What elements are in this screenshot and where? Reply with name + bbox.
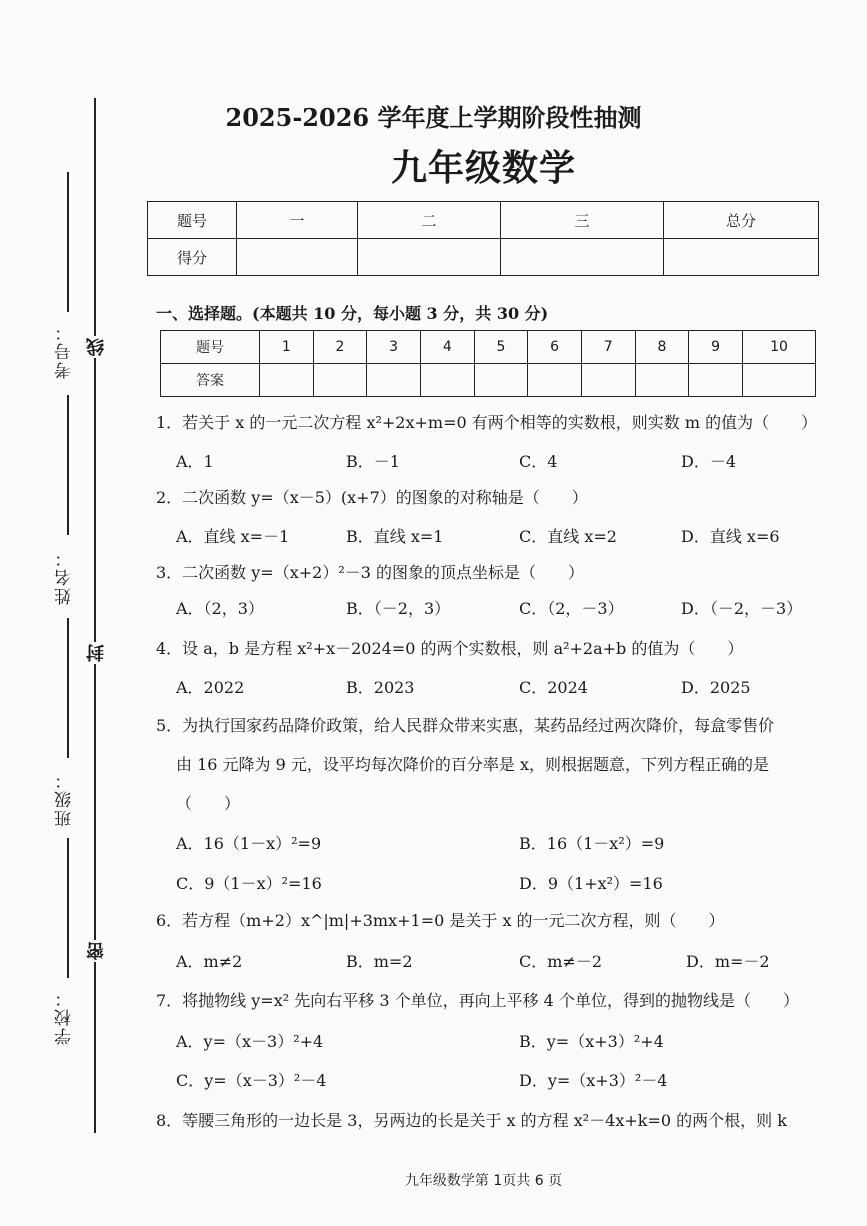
question-number-cell: 5 [474, 331, 528, 364]
question-number-cell: 6 [528, 331, 582, 364]
score-header-cell: 一 [237, 202, 358, 239]
name-fill-line [67, 395, 69, 535]
answer-table-number-row [161, 331, 816, 364]
exam-title: 2025-2026 学年度上学期阶段性抽测 [225, 103, 642, 132]
class-label: 班级： [55, 770, 75, 827]
school-label: 学校： [55, 988, 75, 1045]
answer-cell[interactable] [474, 364, 528, 397]
answer-cell[interactable] [260, 364, 314, 397]
question-3-stem: 3．二次函数 y=（x+2）²－3 的图象的顶点坐标是（ ） [156, 563, 585, 582]
question-7-option-b: B．y=（x+3）²+4 [519, 1032, 664, 1051]
question-7-option-d: D．y=（x+3）²－4 [519, 1071, 668, 1090]
question-7-option-a: A．y=（x－3）²+4 [176, 1032, 324, 1051]
score-table-header-row [148, 202, 819, 239]
answer-row-label: 答案 [161, 364, 260, 397]
exam-number-label: 考号： [55, 322, 75, 379]
question-number-cell: 4 [420, 331, 474, 364]
score-cell[interactable] [237, 239, 358, 276]
question-number-cell: 3 [367, 331, 421, 364]
score-header-cell: 三 [501, 202, 664, 239]
answer-cell[interactable] [420, 364, 474, 397]
question-2-option-d: D．直线 x=6 [681, 527, 780, 546]
score-cell[interactable] [501, 239, 664, 276]
answer-cell[interactable] [313, 364, 367, 397]
score-cell[interactable] [664, 239, 819, 276]
answer-cell[interactable] [743, 364, 816, 397]
question-4-option-d: D．2025 [681, 678, 751, 697]
question-number-cell: 9 [689, 331, 743, 364]
answer-cell[interactable] [635, 364, 689, 397]
binding-line [94, 98, 96, 1133]
question-number-cell: 2 [313, 331, 367, 364]
answer-table-answer-row [161, 364, 816, 397]
question-6-option-b: B．m=2 [346, 952, 413, 971]
question-5-option-d: D．9（1+x²）=16 [519, 874, 663, 893]
question-2-option-a: A．直线 x=－1 [176, 527, 290, 546]
question-3-option-d: D．（－2，－3） [681, 599, 803, 618]
seal-line-mark: 线 [84, 336, 110, 358]
question-1-stem: 1．若关于 x 的一元二次方程 x²+2x+m=0 有两个相等的实数根，则实数 m 的值为（ ） [156, 413, 818, 432]
question-6-option-a: A．m≠2 [176, 952, 243, 971]
score-header-cell: 题号 [148, 202, 237, 239]
question-number-cell: 10 [743, 331, 816, 364]
question-5-option-b: B．16（1－x²）=9 [519, 834, 665, 853]
answer-cell[interactable] [581, 364, 635, 397]
exam-number-fill-line [67, 172, 69, 312]
answer-table [160, 330, 816, 397]
score-row-label: 得分 [148, 239, 237, 276]
question-1-option-d: D．－4 [681, 452, 737, 471]
score-header-cell: 二 [358, 202, 501, 239]
school-fill-line [67, 838, 69, 978]
answer-cell[interactable] [689, 364, 743, 397]
answer-row-label: 题号 [161, 331, 260, 364]
question-1-option-b: B．－1 [346, 452, 400, 471]
question-5-stem-line2: 由 16 元降为 9 元，设平均每次降价的百分率是 x，则根据题意，下列方程正确的是 [176, 755, 769, 774]
answer-cell[interactable] [367, 364, 421, 397]
subject-title: 九年级数学 [390, 147, 576, 189]
question-number-cell: 7 [581, 331, 635, 364]
answer-cell[interactable] [528, 364, 582, 397]
question-6-option-c: C．m≠－2 [519, 952, 603, 971]
question-4-option-a: A．2022 [176, 678, 245, 697]
score-header-cell: 总分 [664, 202, 819, 239]
question-4-stem: 4．设 a，b 是方程 x²+x－2024=0 的两个实数根，则 a²+2a+b 的值为（ ） [156, 639, 744, 658]
question-7-option-c: C．y=（x－3）²－4 [176, 1071, 327, 1090]
question-3-option-c: C．（2，－3） [519, 599, 624, 618]
question-4-option-b: B．2023 [346, 678, 415, 697]
seal-seal-mark: 封 [84, 642, 110, 664]
question-1-option-c: C．4 [519, 452, 558, 471]
name-label: 姓名： [55, 548, 75, 605]
section-heading: 一、选择题。(本题共 10 分，每小题 3 分，共 30 分) [156, 304, 549, 323]
question-5-stem-line1: 5．为执行国家药品降价政策，给人民群众带来实惠，某药品经过两次降价，每盒零售价 [156, 716, 775, 735]
question-2-option-b: B．直线 x=1 [346, 527, 444, 546]
question-1-option-a: A．1 [176, 452, 214, 471]
question-8-stem: 8．等腰三角形的一边长是 3，另两边的长是关于 x 的方程 x²－4x+k=0 的两个根，则 k [156, 1111, 787, 1130]
page-footer: 九年级数学第 1页共 6 页 [404, 1173, 563, 1189]
question-3-option-b: B．（－2，3） [346, 599, 451, 618]
question-5-option-c: C．9（1－x）²=16 [176, 874, 322, 893]
score-table [147, 201, 819, 276]
seal-secret-mark: 密 [84, 940, 110, 962]
question-7-stem: 7．将抛物线 y=x² 先向右平移 3 个单位，再向上平移 4 个单位，得到的抛物线是（ ） [156, 991, 799, 1010]
question-4-option-c: C．2024 [519, 678, 588, 697]
class-fill-line [67, 618, 69, 758]
question-6-option-d: D．m=－2 [686, 952, 770, 971]
question-3-option-a: A．（2，3） [176, 599, 264, 618]
score-cell[interactable] [358, 239, 501, 276]
question-5-stem-line3: （ ） [176, 794, 241, 813]
question-number-cell: 8 [635, 331, 689, 364]
question-5-option-a: A．16（1－x）²=9 [176, 834, 322, 853]
question-2-stem: 2．二次函数 y=（x－5）(x+7）的图象的对称轴是（ ） [156, 488, 588, 507]
question-number-cell: 1 [260, 331, 314, 364]
question-6-stem: 6．若方程（m+2）x^|m|+3mx+1=0 是关于 x 的一元二次方程，则（ ） [156, 911, 725, 930]
score-table-score-row [148, 239, 819, 276]
question-2-option-c: C．直线 x=2 [519, 527, 617, 546]
